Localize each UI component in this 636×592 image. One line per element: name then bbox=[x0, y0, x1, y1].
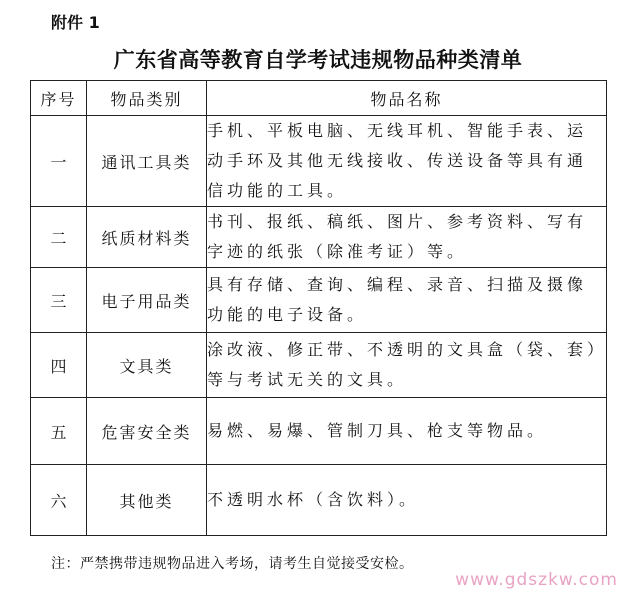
header-seq: 序号 bbox=[31, 81, 87, 116]
row-seq: 三 bbox=[31, 268, 87, 333]
row-description: 手机、平板电脑、无线耳机、智能手表、运动手环及其他无线接收、传送设备等具有通信功能的工具。 bbox=[207, 116, 607, 207]
document-title: 广东省高等教育自学考试违规物品种类清单 bbox=[113, 47, 523, 72]
row-category: 危害安全类 bbox=[87, 398, 207, 465]
row-description: 不透明水杯（含饮料）。 bbox=[207, 465, 607, 536]
row-description: 涂改液、修正带、不透明的文具盒（袋、套）等与考试无关的文具。 bbox=[207, 333, 607, 398]
table-row bbox=[31, 398, 607, 465]
table-row bbox=[31, 465, 607, 536]
table-row bbox=[31, 116, 607, 207]
row-category: 文具类 bbox=[87, 333, 207, 398]
prohibited-items-table bbox=[30, 80, 607, 536]
row-description: 易燃、易爆、管制刀具、枪支等物品。 bbox=[207, 398, 607, 465]
attachment-label: 附件 1 bbox=[51, 13, 100, 32]
header-category: 物品类别 bbox=[87, 81, 207, 116]
table-row bbox=[31, 333, 607, 398]
row-seq: 五 bbox=[31, 398, 87, 465]
footnote: 注：严禁携带违规物品进入考场，请考生自觉接受安检。 bbox=[51, 556, 414, 572]
row-description: 书刊、报纸、稿纸、图片、参考资料、写有字迹的纸张（除准考证）等。 bbox=[207, 207, 607, 268]
row-category: 纸质材料类 bbox=[87, 207, 207, 268]
row-seq: 一 bbox=[31, 116, 87, 207]
row-seq: 六 bbox=[31, 465, 87, 536]
header-item-name: 物品名称 bbox=[207, 81, 607, 116]
table-row bbox=[31, 268, 607, 333]
table-row bbox=[31, 207, 607, 268]
table-header-row bbox=[31, 81, 607, 116]
row-category: 电子用品类 bbox=[87, 268, 207, 333]
watermark: www.gdszkw.com bbox=[455, 570, 618, 590]
row-description: 具有存储、查询、编程、录音、扫描及摄像功能的电子设备。 bbox=[207, 268, 607, 333]
row-category: 其他类 bbox=[87, 465, 207, 536]
row-category: 通讯工具类 bbox=[87, 116, 207, 207]
row-seq: 四 bbox=[31, 333, 87, 398]
row-seq: 二 bbox=[31, 207, 87, 268]
